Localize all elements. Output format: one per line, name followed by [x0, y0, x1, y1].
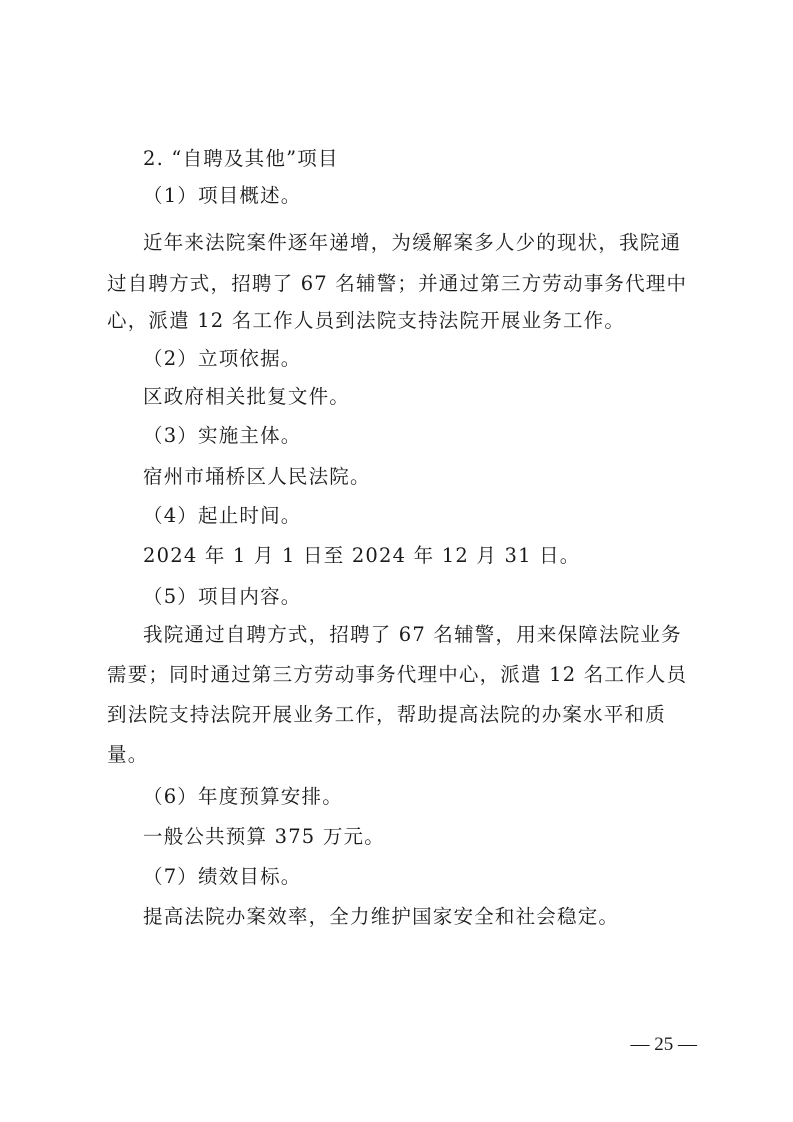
paragraph-line: 需要；同时通过第三方劳动事务代理中心，派遣 12 名工作人员: [107, 663, 688, 686]
paragraph-line: 过自聘方式，招聘了 67 名辅警；并通过第三方劳动事务代理中: [107, 272, 688, 295]
section-heading: 2. “自聘及其他”项目: [143, 147, 339, 170]
paragraph-line: 提高法院办案效率，全力维护国家安全和社会稳定。: [143, 905, 620, 928]
subheading-overview: （1）项目概述。: [143, 184, 302, 207]
page-number: — 25 —: [630, 1034, 697, 1055]
paragraph-line: 心，派遣 12 名工作人员到法院支持法院开展业务工作。: [107, 309, 626, 332]
paragraph-line: 近年来法院案件逐年递增，为缓解案多人少的现状，我院通: [143, 231, 682, 254]
paragraph-line: 量。: [107, 743, 149, 766]
subheading-content: （5）项目内容。: [143, 585, 302, 608]
paragraph-line: 到法院支持法院开展业务工作，帮助提高法院的办案水平和质: [107, 703, 666, 726]
subheading-entity: （3）实施主体。: [143, 424, 302, 447]
subheading-budget: （6）年度预算安排。: [143, 785, 343, 808]
paragraph-line: 我院通过自聘方式，招聘了 67 名辅警，用来保障法院业务: [143, 623, 682, 646]
paragraph-line: 区政府相关批复文件。: [143, 385, 351, 408]
subheading-basis: （2）立项依据。: [143, 347, 302, 370]
paragraph-line: 宿州市埇桥区人民法院。: [143, 465, 371, 488]
paragraph-line: 一般公共预算 375 万元。: [143, 825, 385, 848]
paragraph-line: 2024 年 1 月 1 日至 2024 年 12 月 31 日。: [143, 544, 581, 567]
subheading-goals: （7）绩效目标。: [143, 865, 302, 888]
subheading-period: （4）起止时间。: [143, 504, 302, 527]
